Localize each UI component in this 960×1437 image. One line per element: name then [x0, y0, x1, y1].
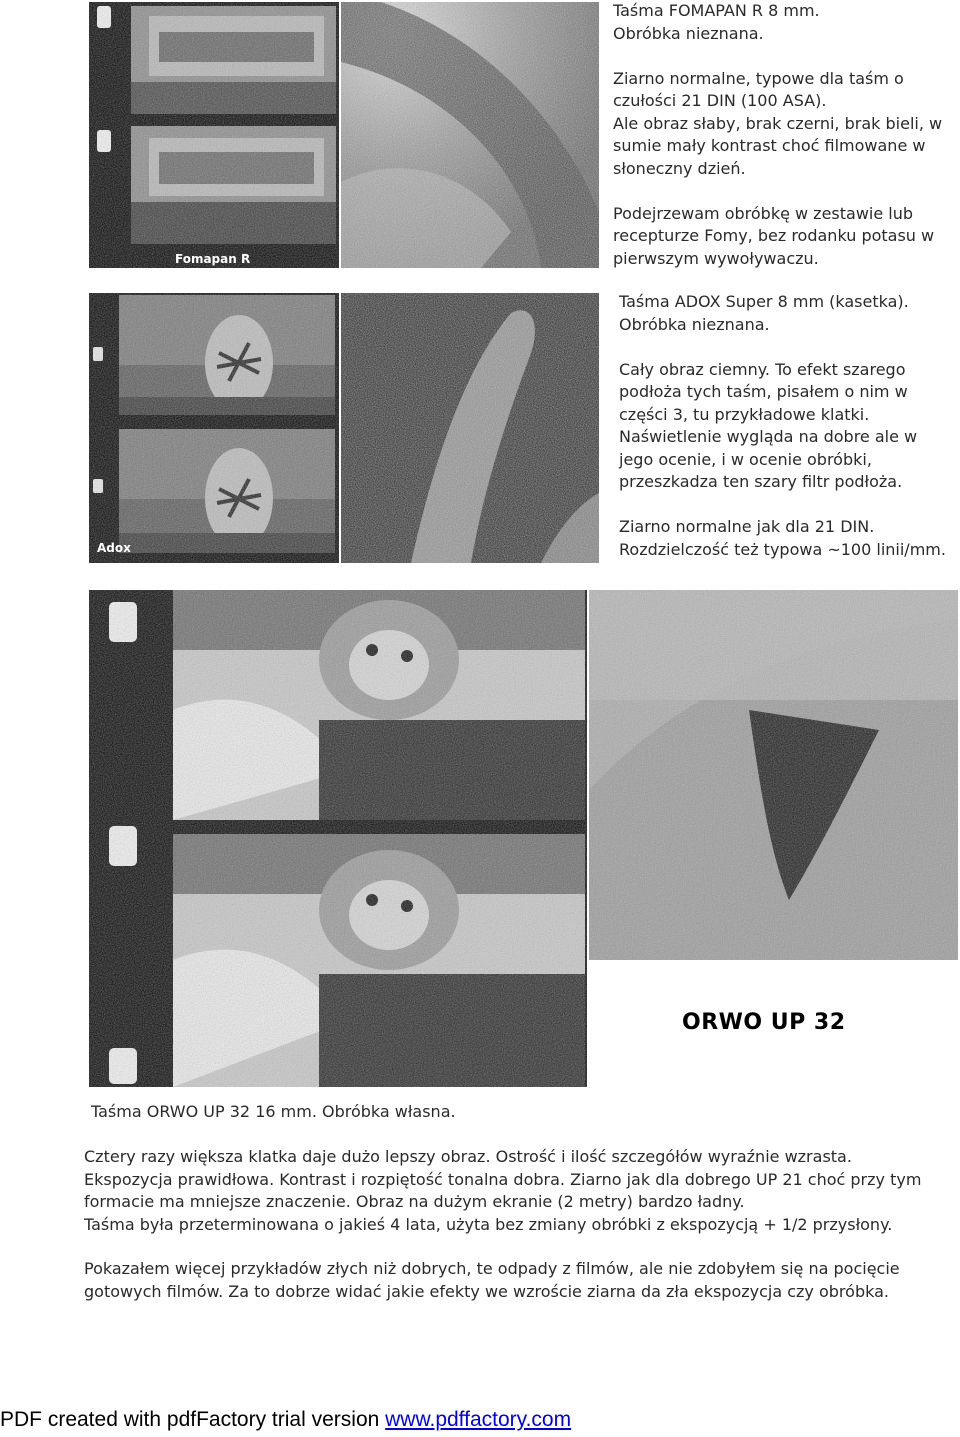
orwo-film-strip-graphic	[89, 590, 587, 1087]
text-line	[613, 180, 942, 203]
orwo-paragraph-1	[84, 1146, 921, 1236]
fomapan-grain-graphic	[341, 2, 599, 268]
adox-description	[619, 291, 946, 561]
fomapan-film-strip-photo	[89, 2, 339, 268]
text-line: Podejrzewam obróbkę w zestawie lub	[613, 203, 914, 223]
orwo-film-strip-photo	[89, 590, 587, 1087]
text-line: Taśma była przeterminowana o jakieś 4 lata, użyta bez zmiany obróbki z ekspozycją + 1/2 przysłony.	[84, 1214, 893, 1234]
fomapan-grain-closeup	[341, 2, 599, 268]
adox-film-strip-photo	[89, 293, 339, 563]
text-line: podłoża tych taśm, pisałem o nim w	[619, 382, 908, 401]
orwo-grain-graphic	[589, 590, 958, 960]
text-line: słoneczny dzień.	[613, 158, 746, 178]
orwo-grain-closeup	[589, 590, 958, 960]
text-line: Ziarno normalne jak dla 21 DIN.	[619, 517, 875, 536]
text-line: Ekspozycja prawidłowa. Kontrast i rozpiętość tonalna dobra. Ziarno jak dla dobrego UP 21 choć przy tym	[84, 1169, 922, 1189]
orwo-label: ORWO UP 32	[682, 1010, 846, 1035]
fomapan-description	[613, 0, 942, 270]
text-line: gotowych filmów. Za to dobrze widać jakie efekty we wzroście ziarna da zła ekspozycja czy obróbka.	[84, 1281, 889, 1301]
footer-prefix: PDF created with pdfFactory trial version	[0, 1408, 386, 1431]
text-line	[619, 494, 946, 517]
text-line: recepturze Fomy, bez rodanku potasu w	[613, 226, 935, 245]
fomapan-film-strip-graphic	[89, 2, 339, 268]
text-line	[613, 45, 942, 68]
text-line: formacie ma mniejsze znaczenie. Obraz na dużym ekranie (2 metry) bardzo ładny.	[84, 1192, 745, 1211]
adox-film-strip-graphic	[89, 293, 339, 563]
text-line: Naświetlenie wygląda na dobre ale w	[619, 427, 918, 446]
text-line: Cały obraz ciemny. To efekt szarego	[619, 359, 906, 379]
text-line: Rozdzielczość też typowa ~100 linii/mm.	[619, 539, 946, 559]
text-line: Pokazałem więcej przykładów złych niż dobrych, te odpady z filmów, ale nie zdobyłem się na pocięcie	[84, 1259, 900, 1278]
text-line	[619, 336, 946, 359]
text-line: jego ocenie, i w ocenie obróbki,	[619, 449, 872, 469]
orwo-caption-line: Taśma ORWO UP 32 16 mm. Obróbka własna.	[91, 1102, 456, 1121]
text-line: Obróbka nieznana.	[619, 314, 770, 334]
adox-caption: Adox	[97, 541, 131, 555]
text-line: Taśma FOMAPAN R 8 mm.	[613, 1, 820, 20]
text-line: pierwszym wywoływaczu.	[613, 248, 819, 268]
adox-grain-closeup	[341, 293, 599, 563]
text-line: przeszkadza ten szary filtr podłoża.	[619, 472, 903, 491]
pdffactory-link[interactable]: www.pdffactory.com	[385, 1408, 572, 1431]
text-line: Obróbka nieznana.	[613, 23, 764, 43]
text-line: części 3, tu przykładowe klatki.	[619, 404, 870, 424]
text-line: Ziarno normalne, typowe dla taśm o	[613, 68, 904, 88]
text-line: sumie mały kontrast choć filmowane w	[613, 136, 926, 155]
orwo-paragraph-2	[84, 1258, 900, 1303]
text-line: Ale obraz słaby, brak czerni, brak bieli, w	[613, 113, 943, 133]
text-line: Taśma ADOX Super 8 mm (kasetka).	[619, 292, 909, 311]
adox-grain-graphic	[341, 293, 599, 563]
pdf-footer	[0, 1408, 571, 1432]
text-line: czułości 21 DIN (100 ASA).	[613, 91, 827, 110]
fomapan-caption: Fomapan R	[175, 252, 251, 266]
text-line: Cztery razy większa klatka daje dużo lepszy obraz. Ostrość i ilość szczegółów wyraźnie wzrasta.	[84, 1147, 852, 1166]
